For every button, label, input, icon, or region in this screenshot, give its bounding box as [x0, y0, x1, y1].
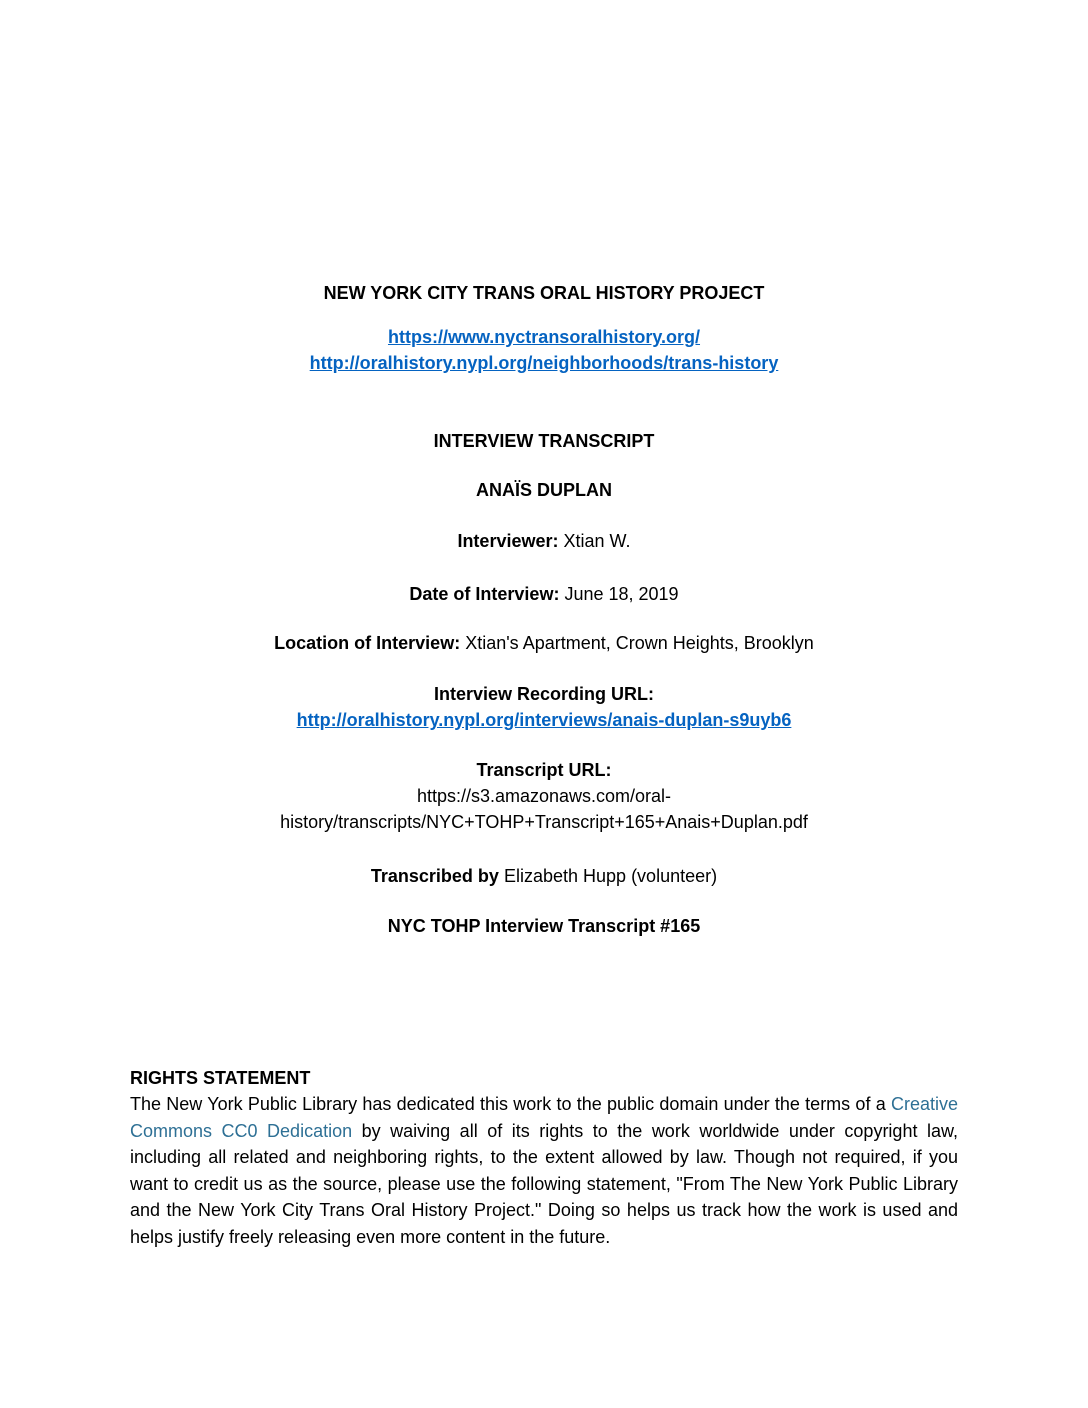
rights-statement-heading: RIGHTS STATEMENT [130, 1068, 311, 1088]
rights-text-after-link: by waiving all of its rights to the work worldwide under copyright law, including all related and neighboring rights, to the extent allowed by law. Though not required, if you want to credit us as the source, please use the following statement, "From The New York Public Library and the New York City Trans Oral History Project." Doing so helps us track how the work is used and helps justify freely releasing even more content in the future. [130, 1120, 958, 1247]
transcript-url-label: Transcript URL: [476, 760, 612, 780]
date-label: Date of Interview: [409, 584, 560, 604]
project-title: NEW YORK CITY TRANS ORAL HISTORY PROJECT [323, 283, 765, 303]
location-label: Location of Interview: [274, 633, 461, 653]
project-website-link[interactable]: https://www.nyctransoralhistory.org/ [387, 327, 701, 347]
interview-transcript-heading: INTERVIEW TRANSCRIPT [433, 431, 655, 451]
recording-url-label: Interview Recording URL: [433, 684, 655, 704]
date-line [130, 581, 958, 607]
transcript-url-line: history/transcripts/NYC+TOHP+Transcript+165+Anais+Duplan.pdf [280, 812, 808, 832]
location-line [130, 630, 958, 656]
transcribed-by-line [130, 863, 958, 889]
rights-statement-body [130, 1091, 958, 1250]
rights-statement-section [130, 1065, 958, 1250]
site-link-row [130, 324, 958, 350]
rights-text-before-link: The New York Public Library has dedicated this work to the public domain under the terms of a [130, 1094, 891, 1114]
recording-url-row [130, 707, 958, 733]
interviewer-label: Interviewer: [457, 531, 559, 551]
transcript-url-block [130, 757, 958, 835]
site-links [130, 324, 958, 376]
transcribed-by-label: Transcribed by [370, 866, 499, 886]
transcript-number: NYC TOHP Interview Transcript #165 [387, 916, 701, 936]
date-value: June 18, 2019 [564, 584, 679, 604]
cc0-dedication-link[interactable]: Creative Commons CC0 Dedication [130, 1094, 958, 1141]
recording-url-link[interactable]: http://oralhistory.nypl.org/interviews/anais-duplan-s9uyb6 [296, 710, 792, 730]
recording-url-block [130, 681, 958, 733]
site-link-row [130, 350, 958, 376]
transcriber-value: Elizabeth Hupp (volunteer) [503, 866, 718, 886]
interviewer-value: Xtian W. [563, 531, 631, 551]
location-value: Xtian's Apartment, Crown Heights, Brooklyn [465, 633, 814, 653]
nypl-neighborhoods-link[interactable]: http://oralhistory.nypl.org/neighborhoods/trans-history [309, 353, 779, 373]
transcript-url-line: https://s3.amazonaws.com/oral- [416, 786, 672, 806]
interviewer-line [130, 528, 958, 554]
interviewee-name: ANAÏS DUPLAN [475, 480, 612, 500]
